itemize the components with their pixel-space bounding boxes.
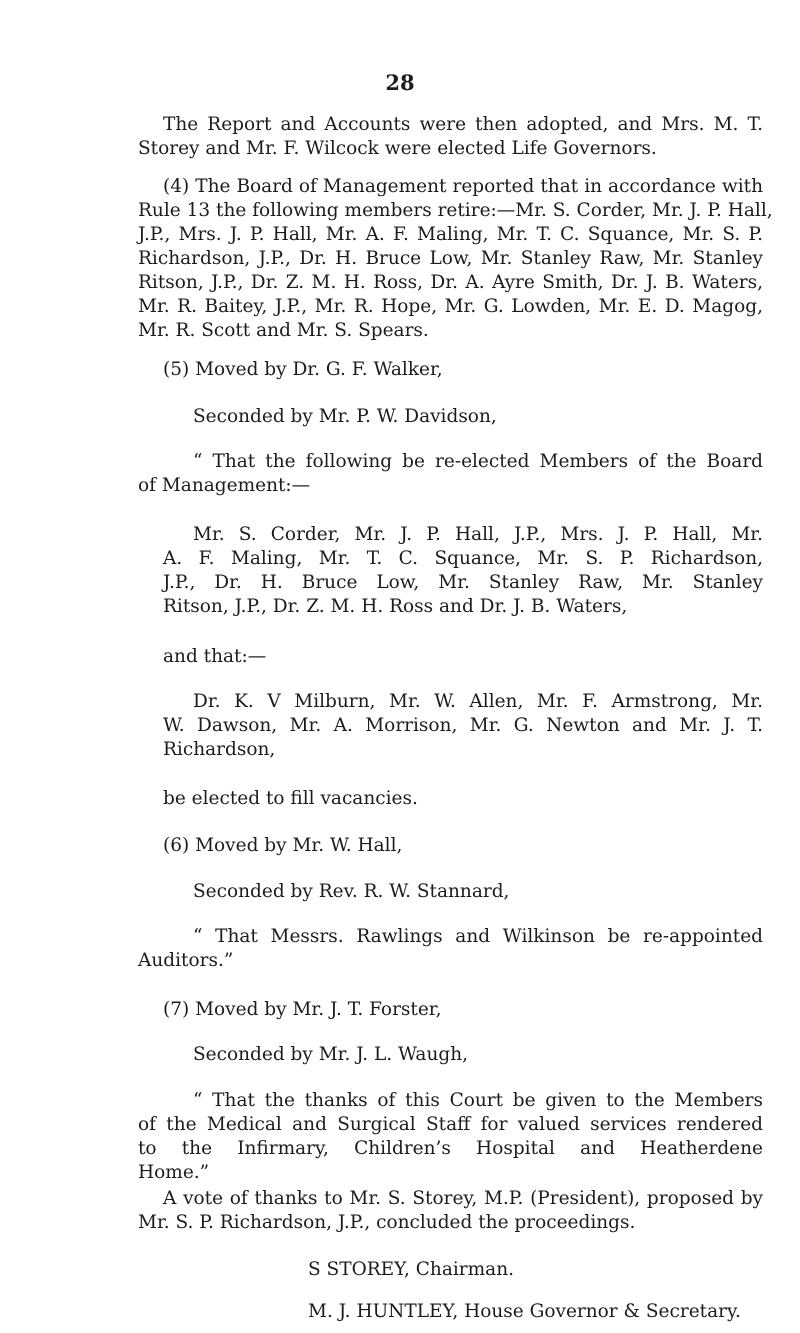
new-members-line-3: Richardson, — [163, 739, 276, 760]
retire-line-7: Mr. R. Scott and Mr. S. Spears. — [138, 320, 429, 341]
motion-5-resolution-line-1: “ That the following be re-elected Members of the Board — [193, 451, 763, 472]
motion-7-resolution-line-1: “ That the thanks of this Court be given to the Members — [193, 1090, 763, 1111]
motion-5-resolution — [138, 450, 763, 498]
motion-7-moved: (7) Moved by Mr. J. T. Forster, — [163, 999, 442, 1020]
new-members-list — [163, 690, 763, 762]
reelected-members-list — [163, 523, 763, 619]
motion-6-resolution-line-1: “ That Messrs. Rawlings and Wilkinson be re-appointed — [193, 926, 763, 947]
chairman-signature-text: S STOREY, Chairman. — [308, 1259, 514, 1280]
adoption-line-2: Storey and Mr. F. Wilcock were elected Life Governors. — [138, 138, 657, 159]
adoption-line-1: The Report and Accounts were then adopted, and Mrs. M. T. — [163, 114, 763, 135]
motion-7-resolution-line-2: of the Medical and Surgical Staff for valued services rendered — [138, 1114, 763, 1135]
motion-7-seconded: Seconded by Mr. J. L. Waugh, — [193, 1044, 469, 1065]
retire-line-3: J.P., Mrs. J. P. Hall, Mr. A. F. Maling, Mr. T. C. Squance, Mr. S. P. — [138, 224, 763, 245]
motion-6-seconded: Seconded by Rev. R. W. Stannard, — [193, 881, 510, 902]
retire-line-1: (4) The Board of Management reported that in accordance with — [163, 176, 763, 197]
motion-6-resolution — [138, 925, 763, 973]
new-members-line-2: W. Dawson, Mr. A. Morrison, Mr. G. Newton and Mr. J. T. — [163, 715, 763, 736]
reelected-line-2: A. F. Maling, Mr. T. C. Squance, Mr. S. P. Richardson, — [163, 548, 763, 569]
motion-7-resolution-line-4: Home.” — [138, 1162, 210, 1183]
motion-7-resolution — [138, 1089, 763, 1185]
motion-5-closing: be elected to fill vacancies. — [163, 788, 418, 809]
chairman-signature — [308, 1258, 768, 1282]
page-number: 28 — [385, 70, 415, 95]
vote-of-thanks-paragraph — [138, 1187, 763, 1235]
motion-5-seconded: Seconded by Mr. P. W. Davidson, — [193, 406, 497, 427]
motion-6-moved: (6) Moved by Mr. W. Hall, — [163, 835, 403, 856]
reelected-line-3: J.P., Dr. H. Bruce Low, Mr. Stanley Raw, Mr. Stanley — [163, 572, 763, 593]
retire-line-5: Ritson, J.P., Dr. Z. M. H. Ross, Dr. A. Ayre Smith, Dr. J. B. Waters, — [138, 272, 763, 293]
motion-7-resolution-line-3: to the Infirmary, Children’s Hospital and Heatherdene — [138, 1138, 763, 1159]
adoption-paragraph — [138, 113, 763, 161]
reelected-line-4: Ritson, J.P., Dr. Z. M. H. Ross and Dr. J. B. Waters, — [163, 596, 628, 617]
motion-6-resolution-line-2: Auditors.” — [138, 950, 234, 971]
retire-line-2: Rule 13 the following members retire:—Mr. S. Corder, Mr. J. P. Hall, — [138, 200, 773, 221]
vote-of-thanks-line-2: Mr. S. P. Richardson, J.P., concluded the proceedings. — [138, 1212, 636, 1233]
and-that: and that:— — [163, 646, 267, 667]
reelected-line-1: Mr. S. Corder, Mr. J. P. Hall, J.P., Mrs. J. P. Hall, Mr. — [193, 524, 763, 545]
motion-5-moved: (5) Moved by Dr. G. F. Walker, — [163, 359, 443, 380]
retire-line-4: Richardson, J.P., Dr. H. Bruce Low, Mr. Stanley Raw, Mr. Stanley — [138, 248, 763, 269]
board-retire-paragraph — [138, 175, 773, 343]
vote-of-thanks-line-1: A vote of thanks to Mr. S. Storey, M.P. (President), proposed by — [163, 1188, 763, 1209]
new-members-line-1: Dr. K. V Milburn, Mr. W. Allen, Mr. F. Armstrong, Mr. — [193, 691, 763, 712]
secretary-signature-text: M. J. HUNTLEY, House Governor & Secretary. — [308, 1301, 741, 1322]
motion-5-resolution-line-2: of Management:— — [138, 475, 311, 496]
retire-line-6: Mr. R. Baitey, J.P., Mr. R. Hope, Mr. G. Lowden, Mr. E. D. Magog, — [138, 296, 763, 317]
secretary-signature — [308, 1300, 778, 1324]
